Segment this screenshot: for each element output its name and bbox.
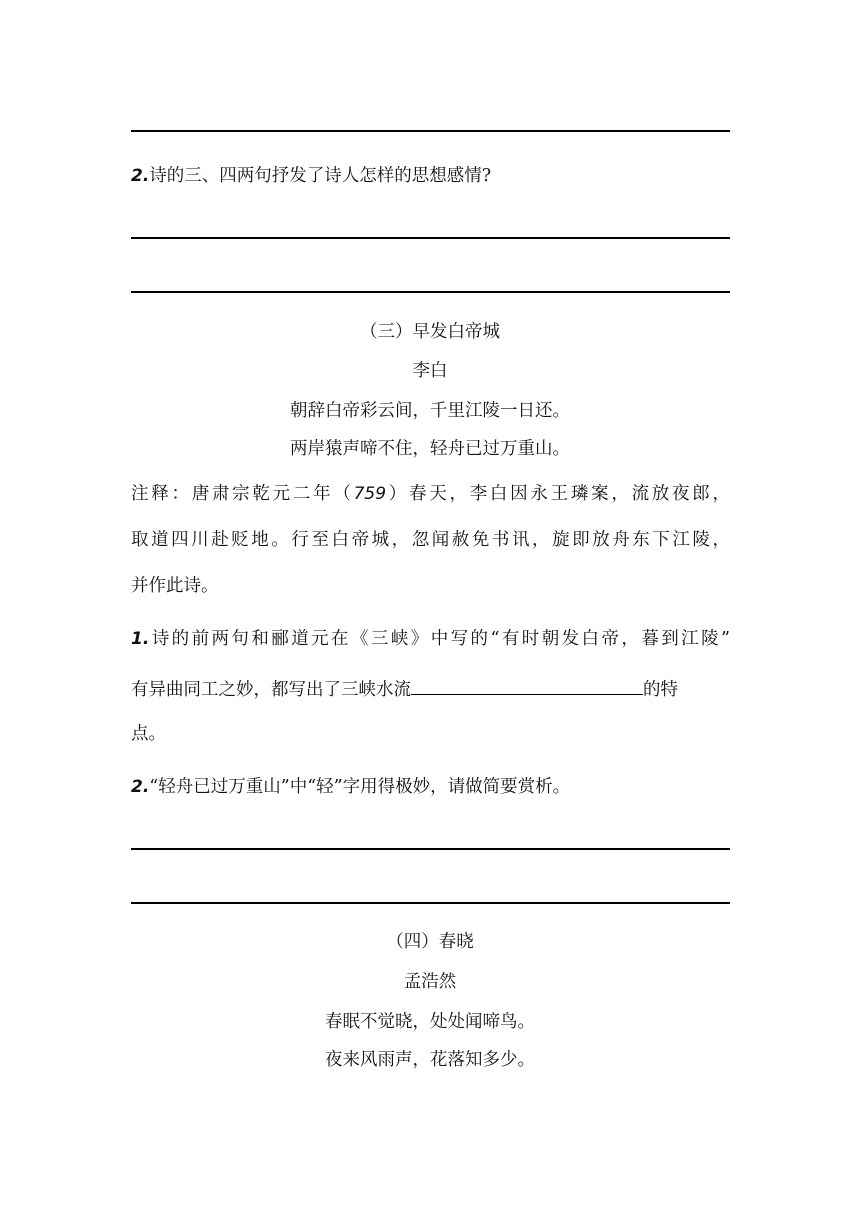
question-text: 诗的前两句和郦道元在《三峡》中写的“有时朝发白帝，暮到江陵” — [149, 629, 730, 649]
fill-blank[interactable] — [411, 676, 643, 695]
poem-line: 两岸猿声啼不住，轻舟已过万重山。 — [290, 439, 570, 459]
question-number: 2. — [131, 166, 150, 186]
question-number: 2. — [131, 777, 150, 797]
question: 有异曲同工之妙，都写出了三峡水流 的特 — [131, 676, 736, 702]
question — [131, 164, 730, 188]
poem-line: 朝辞白帝彩云间，千里江陵一日还。 — [290, 401, 570, 421]
annotation-line: 注释：唐肃宗乾元二年（759）春天，李白因永王璘案，流放夜郎， — [131, 484, 731, 504]
poem-author: 孟浩然 — [403, 972, 457, 992]
poem-title: （三）早发白帝城 — [360, 322, 500, 342]
answer-line — [131, 291, 730, 293]
answer-line — [131, 848, 730, 850]
answer-line — [131, 902, 730, 904]
poem-author: 李白 — [412, 361, 448, 381]
poem-title: （四）春晓 — [386, 932, 474, 952]
answer-line — [131, 130, 730, 132]
question-text: “轻舟已过万重山”中“轻”字用得极妙，请做简要赏析。 — [149, 777, 571, 797]
annotation-line: 取道四川赴贬地。行至白帝城，忽闻赦免书讯，旋即放舟东下江陵， — [131, 530, 730, 550]
poem-line: 夜来风雨声，花落知多少。 — [325, 1050, 535, 1070]
annotation-line: 并作此诗。 — [131, 576, 219, 596]
question-number: 1. — [131, 629, 150, 649]
question-text: 诗的三、四两句抒发了诗人怎样的思想感情? — [149, 166, 492, 186]
question — [131, 775, 730, 799]
answer-line — [131, 237, 730, 239]
poem-line: 春眠不觉晓，处处闻啼鸟。 — [325, 1012, 535, 1032]
question — [131, 627, 730, 651]
question: 点。 — [131, 724, 166, 744]
